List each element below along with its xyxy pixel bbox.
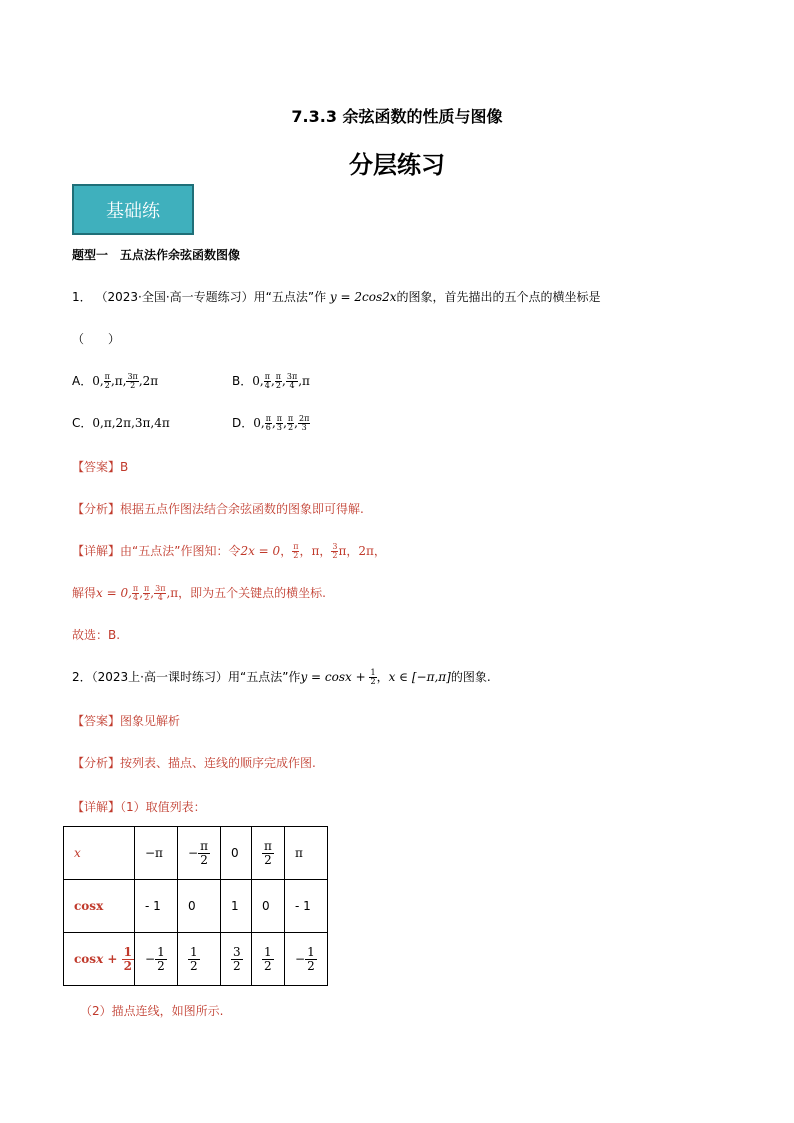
- table-cell: − $\frac{\pi}{2}$: [178, 827, 221, 880]
- table-cell: − $\frac{1}{2}$: [285, 933, 328, 986]
- page-subtitle: 分层练习: [349, 150, 445, 179]
- table-cell: −π: [135, 827, 178, 880]
- q2-answer: 【答案】图象见解析: [72, 714, 181, 728]
- level-badge: 基础练: [72, 184, 194, 235]
- table-cell: $\frac{1}{2}$: [252, 933, 285, 986]
- q1-solve: 解得x = 0, $\frac{\pi}{4}$ , $\frac{\pi}{2}$ , $\frac{3\pi}{4}$ ,π，即为五个关键点的横坐标.: [72, 584, 326, 602]
- table-cell: $\frac{1}{2}$: [178, 933, 221, 986]
- q1-analysis: 【分析】根据五点作图法结合余弦函数的图象即可得解.: [72, 502, 364, 516]
- table-cell: - 1: [135, 880, 178, 933]
- table-cell: cosx: [64, 880, 135, 933]
- table-cell: 1: [221, 880, 252, 933]
- question-1-paren: （ ）: [72, 332, 121, 346]
- table-cell: $\frac{\pi}{2}$: [252, 827, 285, 880]
- page-title: 7.3.3 余弦函数的性质与图像: [291, 107, 503, 126]
- option-a[interactable]: A．0, $\frac{\pi}{2}$ ,π, $\frac{3\pi}{2}$ ,2π: [72, 372, 159, 390]
- table-cell: 0: [252, 880, 285, 933]
- q1-detail: 【详解】由“五点法”作图知：令2x = 0， $\frac{\pi}{2}$ ，π， $\frac{3}{2}$ π，2π，: [72, 542, 386, 560]
- table-cell: cosx + $\frac{1}{2}$: [64, 933, 135, 986]
- table-cell: π: [285, 827, 328, 880]
- option-b[interactable]: B．0, $\frac{\pi}{4}$ , $\frac{\pi}{2}$ , $\frac{3\pi}{4}$ ,π: [232, 372, 310, 390]
- table-cell: 0: [178, 880, 221, 933]
- table-row: [64, 880, 328, 933]
- q2-analysis: 【分析】按列表、描点、连线的顺序完成作图.: [72, 756, 316, 770]
- q2-detail: 【详解】（1）取值列表：: [72, 800, 206, 814]
- question-1: 1． （2023·全国·高一专题练习）用“五点法”作 y = 2cos2x的图象，首先描出的五个点的横坐标是: [72, 290, 601, 304]
- option-d[interactable]: D．0, $\frac{\pi}{6}$ , $\frac{\pi}{3}$ , $\frac{\pi}{2}$ , $\frac{2\pi}{3}$: [232, 414, 310, 432]
- q1-answer: 【答案】B: [72, 460, 129, 474]
- table-cell: 0: [221, 827, 252, 880]
- question-2: 2．（2023上·高一课时练习）用“五点法”作y = cosx + $\frac{1}{2}$ ，x ∈ [−π,π]的图象.: [72, 668, 491, 686]
- option-c[interactable]: C．0,π,2π,3π,4π: [72, 416, 170, 430]
- q1-choose: 故选：B.: [72, 628, 121, 642]
- table-row: [64, 933, 328, 986]
- q2-step2: （2）描点连线，如图所示.: [80, 1004, 224, 1018]
- table-cell: − $\frac{1}{2}$: [135, 933, 178, 986]
- value-table: [63, 826, 328, 986]
- section-heading: 题型一 五点法作余弦函数图像: [72, 248, 241, 262]
- table-row: [64, 827, 328, 880]
- table-cell: x: [64, 827, 135, 880]
- table-cell: - 1: [285, 880, 328, 933]
- table-cell: $\frac{3}{2}$: [221, 933, 252, 986]
